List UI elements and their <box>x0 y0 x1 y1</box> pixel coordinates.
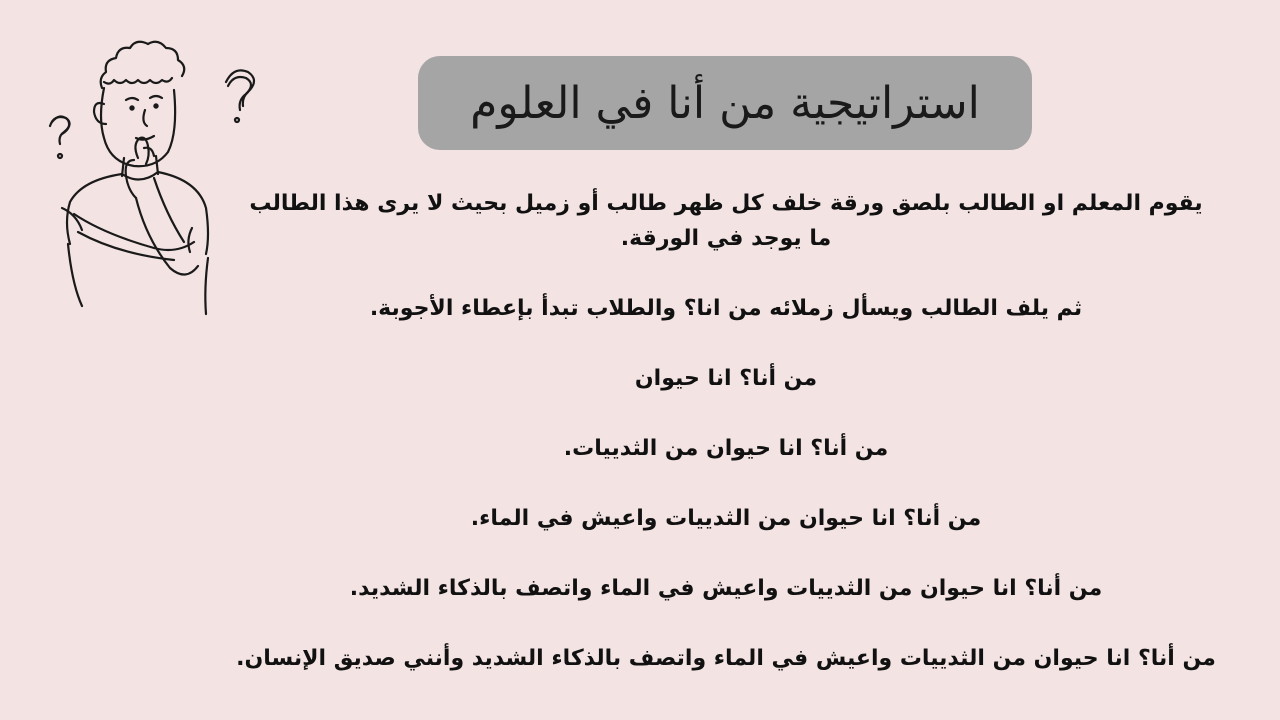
paragraph-clue-2: من أنا؟ انا حيوان من الثدييات. <box>563 436 889 461</box>
paragraph-clue-3: من أنا؟ انا حيوان من الثدييات واعيش في الماء. <box>470 506 982 531</box>
question-mark-icon-right <box>226 70 254 122</box>
paragraph-clue-1: من أنا؟ انا حيوان <box>634 366 818 391</box>
paragraph-clue-5: من أنا؟ انا حيوان من الثدييات واعيش في الماء واتصف بالذكاء الشديد وأنني صديق الإنسان. <box>236 646 1216 671</box>
title-box <box>418 56 1032 150</box>
content-body <box>236 186 1216 711</box>
question-mark-icon-left <box>50 116 70 158</box>
paragraph-question: ثم يلف الطالب ويسأل زملائه من انا؟ والطلاب تبدأ بإعطاء الأجوبة. <box>369 296 1083 321</box>
paragraph-clue-4: من أنا؟ انا حيوان من الثدييات واعيش في الماء واتصف بالذكاء الشديد. <box>349 576 1103 601</box>
paragraph-intro: يقوم المعلم او الطالب بلصق ورقة خلف كل ظهر طالب أو زميل بحيث لا يرى هذا الطالب ما يوجد في الورقة. <box>249 191 1203 251</box>
page-title: استراتيجية من أنا في العلوم <box>470 77 980 129</box>
